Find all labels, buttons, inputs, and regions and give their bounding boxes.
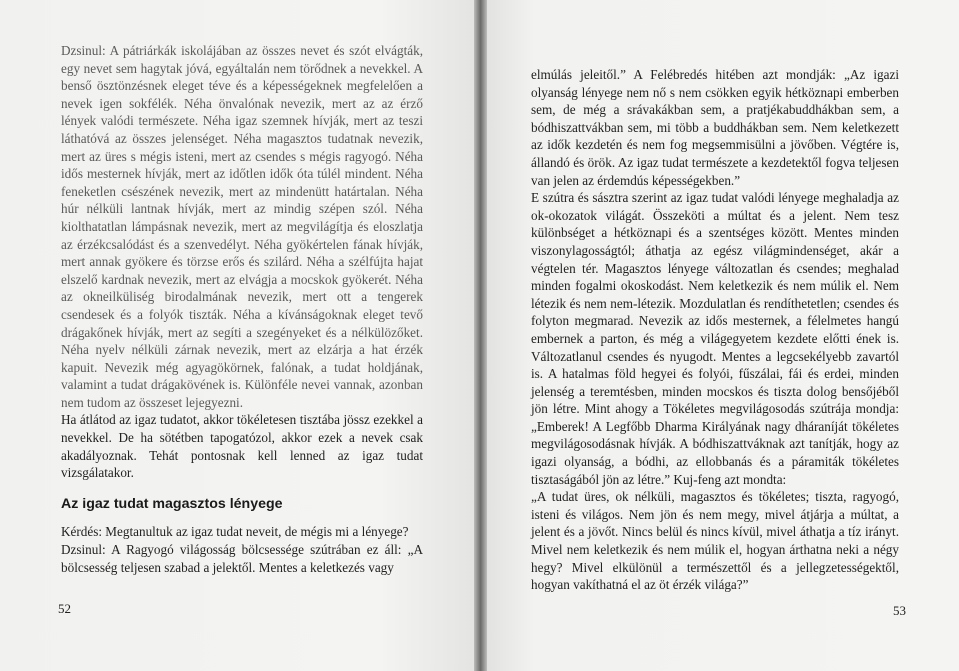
left-page-text <box>61 42 423 576</box>
section-heading: Az igaz tudat magasztos lényege <box>61 495 283 512</box>
right-page-number: 53 <box>893 603 906 618</box>
right-paragraph-1: elmúlás jeleitől.” A Felébredés hitében azt mondják: „Az igazi olyanság lényege nem nő s nem csökken egyik hétköznapi emberben sem, de még a srávakákban sem, a pratjékabuddhákban sem, a bódhiszattvákban sem, mi több a buddhákban sem. Nem keletkezett az idők kezdetén és nem fog megsemmisülni a jövőben. Végtére is, állandó és örök. Az igaz tudat természete a kezdetektől fogva teljesen van jelen az érdemdús képességekben.” <box>531 67 899 188</box>
left-page-number: 52 <box>58 601 71 616</box>
left-paragraph-4: Dzsinul: A Ragyogó világosság bölcsessége szútrában ez áll: „A bölcsesség teljesen szabad a jelektől. Mentes a keletkezés vagy <box>61 542 423 575</box>
right-page <box>487 0 959 671</box>
right-page-text <box>531 66 899 594</box>
left-page <box>0 0 474 671</box>
left-paragraph-3: Kérdés: Megtanultuk az igaz tudat neveit, de mégis mi a lényege? <box>61 524 409 540</box>
right-paragraph-3: „A tudat üres, ok nélküli, magasztos és tökéletes; tiszta, ragyogó, isteni és világos. Nem jön és nem megy, mivel átjárja a múltat, a jelent és a jövőt. Nincs belül és nincs kívül, mivel áthatja a tíz irányt. Mivel nem keletkezik és nem múlik el, hogyan árthatna neki a négy hegy? Mivel elkülönül a természettől és a jellegzetességektől, hogyan vakíthatná el az öt érzék világa?” <box>531 489 899 593</box>
left-paragraph-2: Ha átlátod az igaz tudatot, akkor tökéletesen tisztába jössz ezekkel a nevekkel. De ha sötétben tapogatózol, akkor ezek a nevek csak akadályoznak. Tehát pontosnak kell lenned az igaz tudat vizsgálatakor. <box>61 412 423 481</box>
left-paragraph-1: Dzsinul: A pátriárkák iskolájában az összes nevet és szót elvágták, egy nevet sem hagytak jóvá, egyáltalán nem törődnek a nevekkel. A benső ösztönzésnek eleget téve és a képességeknek megfelelően a nevek igen sokfélék. Néha önvalónak nevezik, mert az az érző lények valódi természete. Néha igaz szemnek hívják, mert az teszi láthatóvá az összes jelenséget. Néha magasztos tudatnak nevezik, mert az üres s mégis isteni, mert az csendes s mégis ragyogó. Néha idős mesternek hívják, mert az időtlen idők óta túlél mindent. Néha feneketlen csészének nevezik, mert az mindenütt határtalan. Néha húr nélküli lantnak hívják, mert az mindig szépen szól. Néha kiolthatatlan lámpásnak nevezik, mert az megvilágítja és eloszlatja az érzékcsalódást és a szenvedélyt. Néha gyökértelen fának hívják, mert annak gyökere és törzse erős és szilárd. Néha a szélfújta hajat elszelő kardnak nevezik, mert az elvágja a mocskok gyökerét. Néha az okneilküliség birodalmának nevezik, mert ott a tengerek csendesek és a folyók tiszták. Néha a kívánságoknak eleget tevő drágakőnek hívják, mert az segíti a szegényeket és a nélkülözőket. Néha nyelv nélküli zárnak nevezik, mert az elzárja a hat érzék kapuit. Nevezik még agyagökörnek, falónak, a tudat holdjának, valamint a tudat drágakövének is. Különféle nevei vannak, azonban nem tudom az összeset lejegyezni. <box>61 43 423 410</box>
right-paragraph-2: E szútra és sásztra szerint az igaz tudat valódi lényege meghaladja az ok-okozatok világát. Összeköti a múltat és a jelent. Nem tesz különbséget a hétköznapi és a szentséges között. Mentes minden viszonylagosságtól; áthatja az egész világmindenséget, akár a végtelen tér. Magasztos lényege változatlan és csendes; meghalad minden fogalmi okoskodást. Nem keletkezik és nem múlik el. Nem létezik és nem nem-létezik. Mozdulatlan és rendíthetetlen; csendes és folyton megmarad. Nevezik az idős mesternek, a félelmetes hangú embernek a parton, és még a világegyetem kezdete előtti ének is. Változatlanul csendes és nyugodt. Mentes a legcsekélyebb zavartól is. A hatalmas föld hegyei és folyói, fűszálai, fái és erdei, minden jelenség a teremtésben, minden mocskos és tiszta dolog bensőjéből jön létre. Mint ahogy a Tökéletes megvilágosodás szútrája mondja: „Emberek! A Legfőbb Dharma Királyának nagy dháraníját tökéletes megvilágosodásnak hívják. A bódhiszattváknak azt tanítják, hogy az igazi olyanság, a bódhi, az ellobbanás és a páramiták tökéletes tisztaságából jön az létre.” Kuj-feng azt mondta: <box>531 190 899 487</box>
book-gutter <box>474 0 487 671</box>
